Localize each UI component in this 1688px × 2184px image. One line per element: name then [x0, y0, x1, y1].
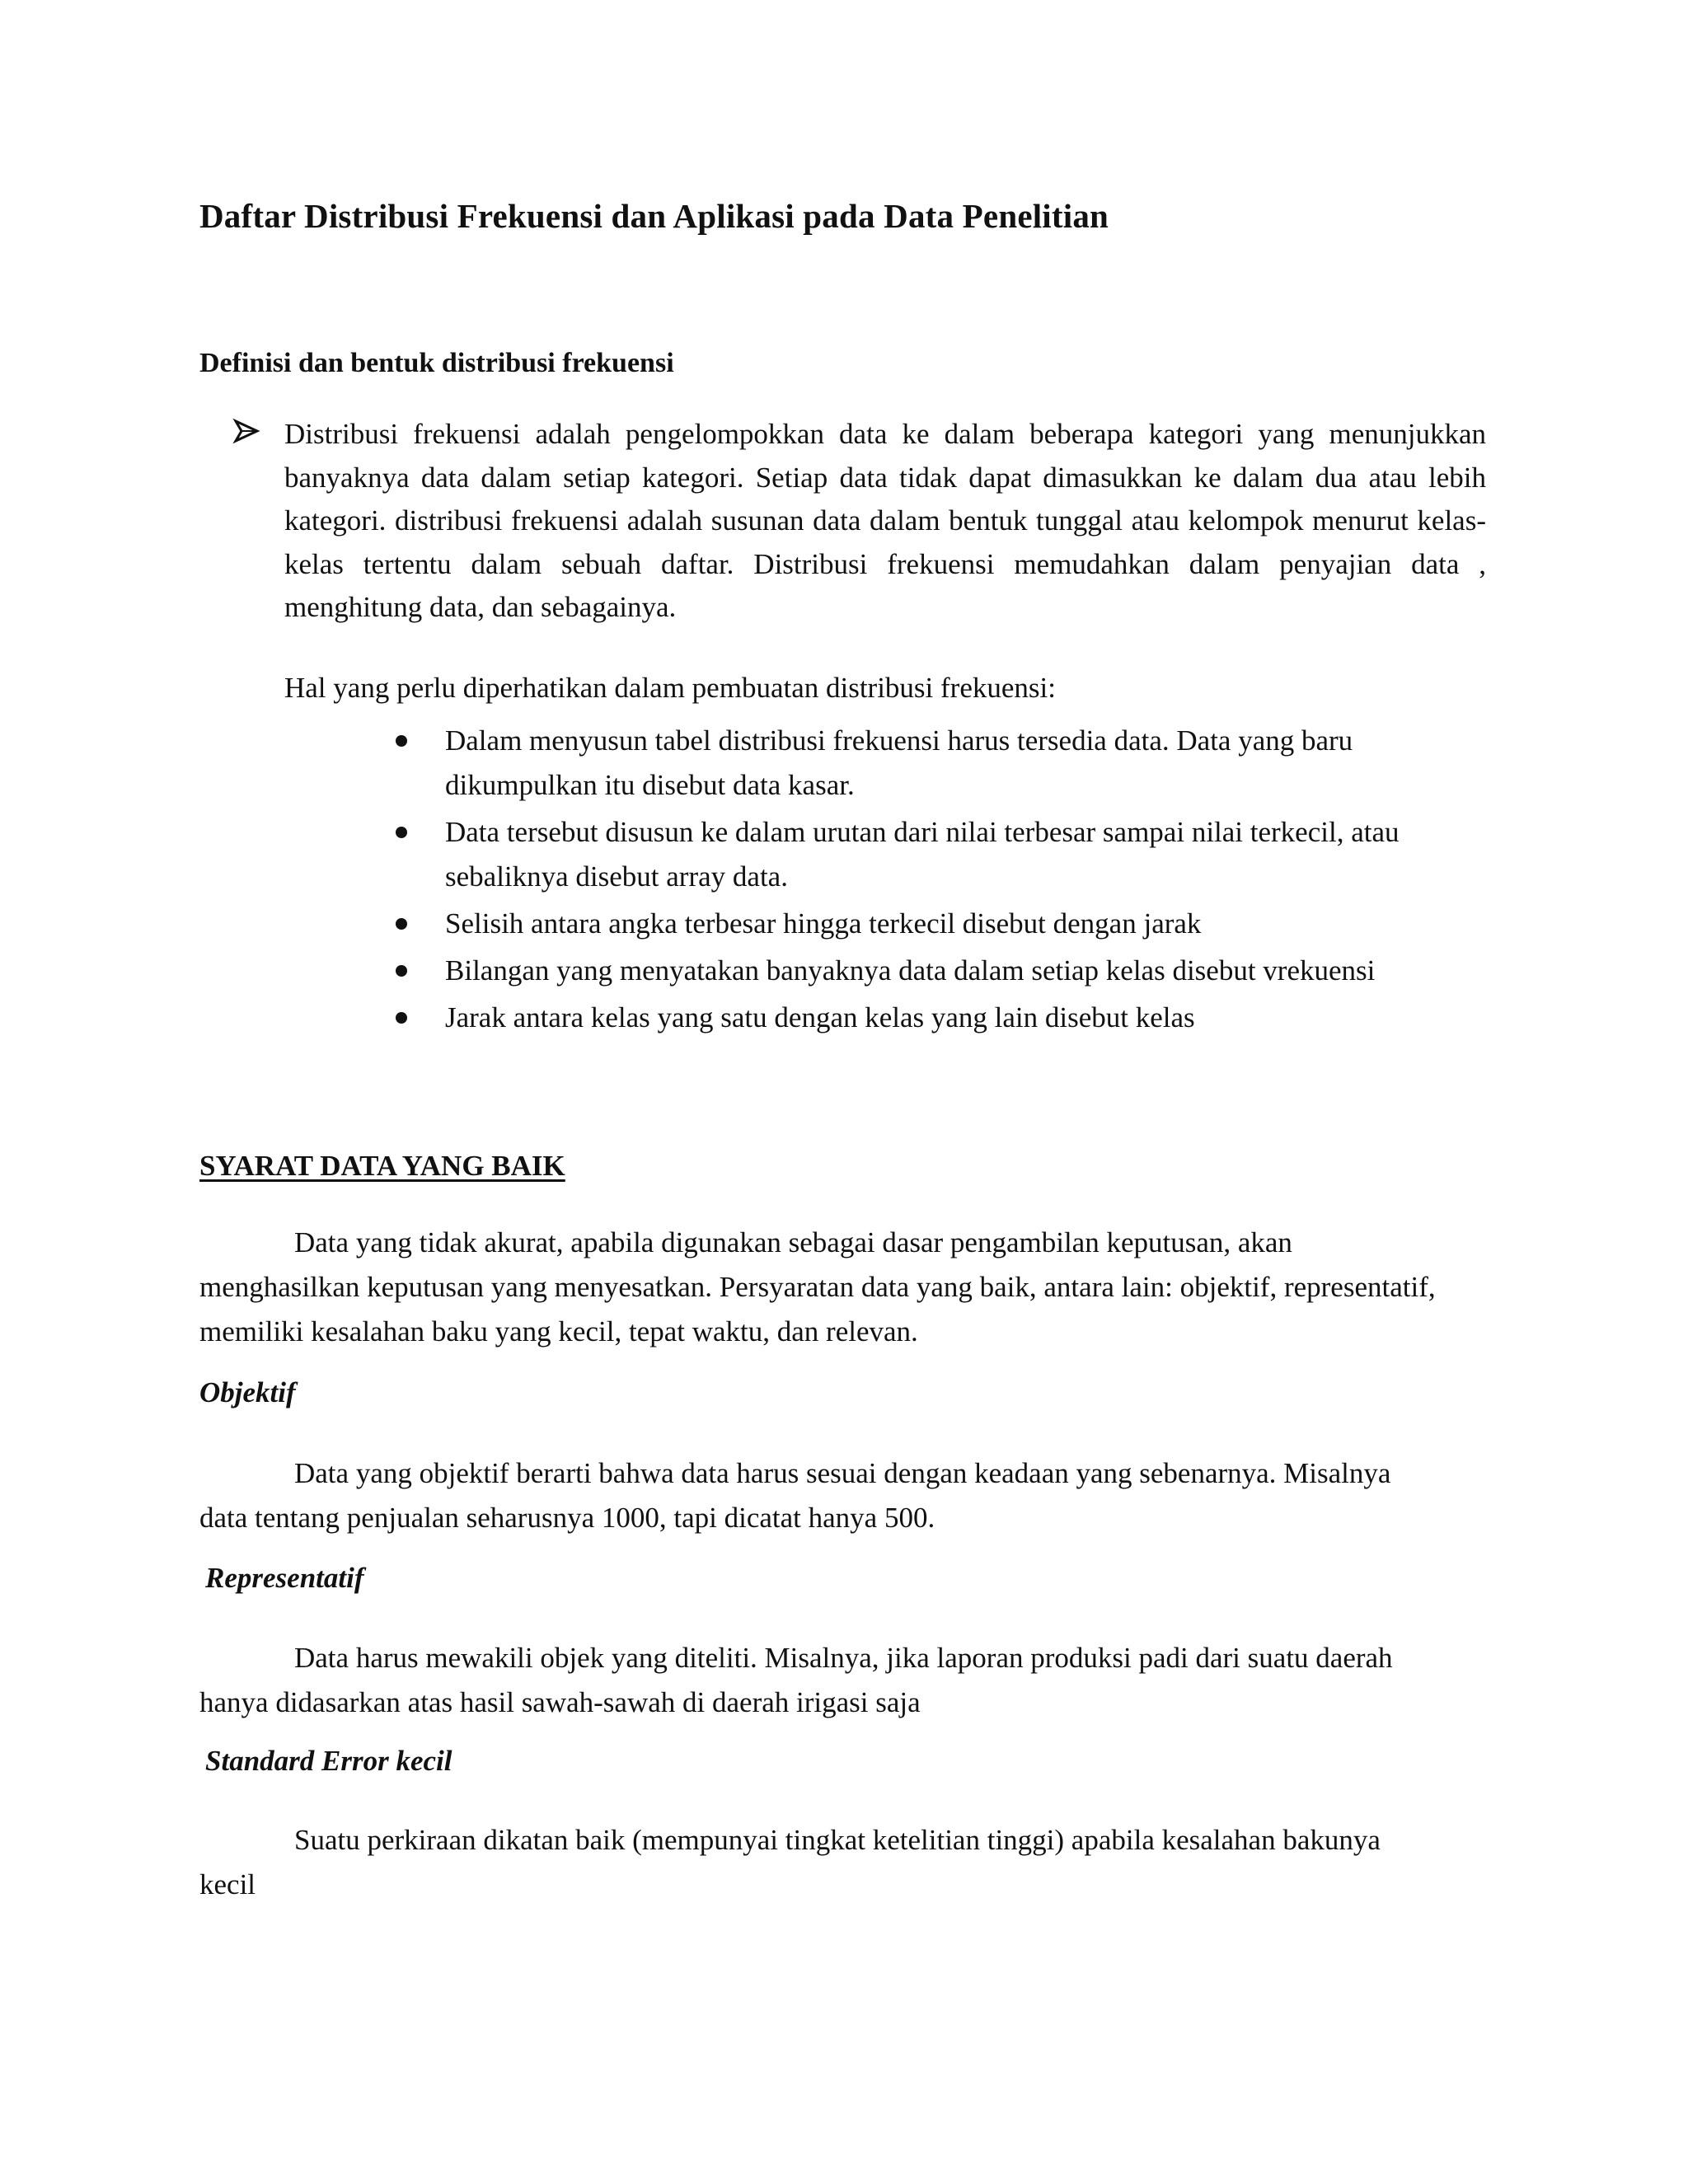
list-item-text: Bilangan yang menyatakan banyaknya data dalam setiap kelas disebut vrekuensi: [445, 954, 1376, 987]
bullet-dot-icon: [396, 827, 407, 838]
representatif-paragraph: Data harus mewakili objek yang diteliti. Misalnya, jika laporan produksi padi dari suatu daerah hanya didasarkan atas hasil sawah-sawah di daerah irigasi saja: [199, 1642, 1393, 1718]
objektif-paragraph: Data yang objektif berarti bahwa data harus sesuai dengan keadaan yang sebenarnya. Misalnya data tentang penjualan seharusnya 1000, tapi dicatat hanya 500.: [199, 1457, 1391, 1534]
standard-error-paragraph: Suatu perkiraan dikatan baik (mempunyai tingkat ketelitian tinggi) apabila kesalahan bakunya kecil: [199, 1824, 1381, 1900]
list-item: [396, 996, 1492, 1040]
list-item-text: Data tersebut disusun ke dalam urutan dari nilai terbesar sampai nilai terkecil, atau sebaliknya disebut array data.: [445, 816, 1400, 893]
notes-bullet-list: [396, 719, 1492, 1043]
bullet-dot-icon: [396, 1012, 407, 1024]
section-heading-syarat: SYARAT DATA YANG BAIK: [199, 1150, 565, 1182]
bullet-dot-icon: [396, 918, 407, 930]
subheading-standard-error: Standard Error kecil: [205, 1745, 452, 1777]
document-title: Daftar Distribusi Frekuensi dan Aplikasi pada Data Penelitian: [199, 197, 1109, 235]
list-item: [396, 949, 1492, 993]
list-item: [396, 902, 1492, 946]
subheading-representatif: Representatif: [205, 1562, 364, 1594]
syarat-intro-paragraph: Data yang tidak akurat, apabila digunakan sebagai dasar pengambilan keputusan, akan menghasilkan keputusan yang menyesatkan. Persyaratan data yang baik, antara lain: objektif, representatif, memiliki kesalahan baku yang kecil, tepat waktu, dan relevan.: [199, 1226, 1436, 1347]
list-item-text: Selisih antara angka terbesar hingga terkecil disebut dengan jarak: [445, 907, 1202, 940]
bullet-dot-icon: [396, 965, 407, 977]
section-heading-definisi: Definisi dan bentuk distribusi frekuensi: [199, 348, 674, 378]
bullet-dot-icon: [396, 735, 407, 747]
list-item: [396, 810, 1492, 899]
list-item-text: Dalam menyusun tabel distribusi frekuensi harus tersedia data. Data yang baru dikumpulkan itu disebut data kasar.: [445, 724, 1353, 801]
definition-paragraph: Distribusi frekuensi adalah pengelompokkan data ke dalam beberapa kategori yang menunjukkan banyaknya data dalam setiap kategori. Setiap data tidak dapat dimasukkan ke dalam dua atau lebih kategori. distribusi frekuensi adalah susunan data dalam bentuk tunggal atau kelompok menurut kelas- kelas tertentu dalam sebuah daftar. Distribusi frekuensi memudahkan dalam penyajian data , menghitung data, dan sebagainya.: [284, 418, 1486, 623]
subheading-objektif: Objektif: [199, 1376, 296, 1408]
notes-heading: Hal yang perlu diperhatikan dalam pembuatan distribusi frekuensi:: [284, 672, 1056, 704]
list-item-text: Jarak antara kelas yang satu dengan kelas yang lain disebut kelas: [445, 1001, 1195, 1033]
arrow-bullet-icon: [232, 416, 262, 446]
list-item: [396, 719, 1492, 808]
